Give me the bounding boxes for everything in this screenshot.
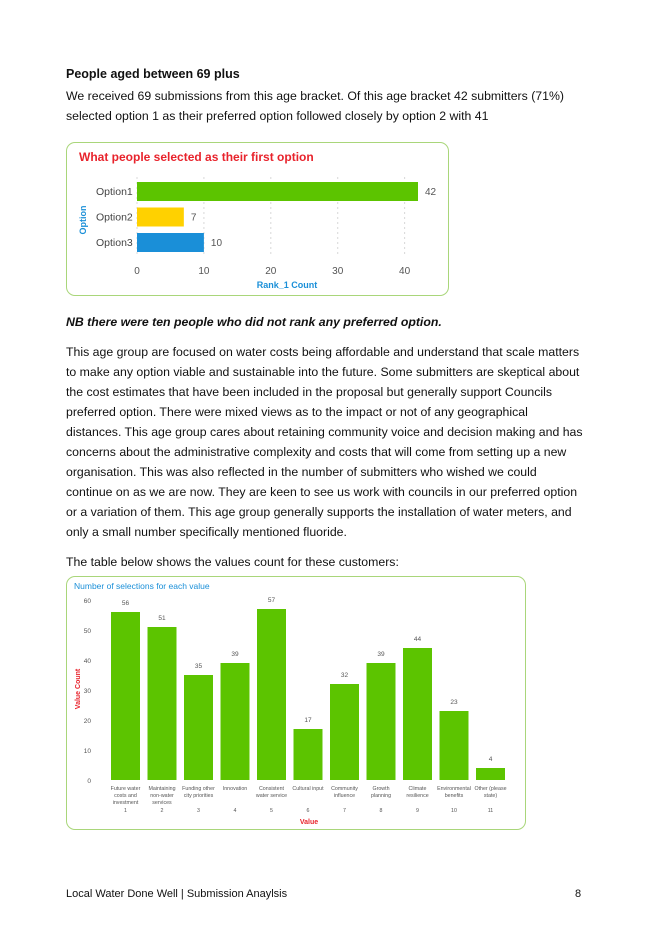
value-bar-9	[403, 648, 432, 780]
x-category-number: 10	[451, 808, 457, 814]
x-category-label: non-water	[150, 793, 174, 799]
x-category-number: 1	[124, 808, 127, 814]
y-axis-title: Option	[78, 205, 88, 235]
nb-note: NB there were ten people who did not rank any preferred option.	[66, 315, 442, 329]
x-category-number: 5	[270, 808, 273, 814]
x-tick-label: 20	[265, 266, 277, 277]
value-bar-2	[148, 627, 177, 780]
x-tick-label: 40	[399, 266, 411, 277]
bar-value-label: 7	[190, 212, 197, 224]
x-category-label: Environmental	[437, 786, 471, 792]
value-bar-10	[440, 711, 469, 780]
value-bar-3	[184, 675, 213, 780]
y-tick-label: 10	[83, 748, 91, 755]
x-category-label: Funding other	[182, 786, 215, 792]
bar-value-label: 10	[210, 238, 223, 249]
x-category-number: 4	[233, 808, 237, 814]
bar-value-label: 23	[450, 699, 458, 706]
first-option-chart-svg	[67, 143, 450, 297]
body-paragraph: This age group are focused on water costs being affordable and understand that scale matters to make any option viable and sustainable into the future. Some submitters are skeptical about the cost estimates that have been included in the proposal but generally support Councils preferred option. There were mixed views as to the impact or not of any geographical distances. This age group cares about retaining community voice and decision making and has concerns about the administrative complexity and costs that will come from setting up a new organisation. This was also reflected in the number of submitters who wished we could continue on as we are now. They are keen to see us work with councils in our preferred option or a variation of them. This age group generally supports the installation of water meters, and only a small number specifically mentioned fluoride.	[66, 345, 583, 539]
x-category-label: Climate	[408, 786, 427, 792]
first-option-chart	[66, 142, 449, 296]
bar-value-label: 32	[340, 672, 349, 679]
x-category-label: Cultural input	[292, 786, 324, 792]
x-category-number: 11	[487, 808, 494, 814]
y-tick-label: 40	[83, 658, 91, 665]
bar-value-label: 42	[425, 187, 437, 198]
x-category-label: city priorities	[183, 793, 214, 799]
bar-option3	[137, 233, 204, 252]
y-tick-label: 0	[87, 778, 91, 785]
footer-title: Local Water Done Well | Submission Anaylsis	[66, 888, 288, 900]
y-tick-label: 50	[83, 628, 91, 635]
bar-value-label: 56	[121, 600, 130, 607]
x-category-label: Innovation	[222, 786, 248, 792]
bar-option2	[137, 208, 184, 227]
x-category-label: state)	[483, 793, 498, 799]
value-bar-1	[111, 612, 140, 780]
page-number: 8	[575, 888, 582, 900]
y-category-label: Option3	[96, 237, 133, 249]
y-category-label: Option1	[96, 186, 133, 198]
bar-value-label: 51	[158, 615, 166, 622]
y-tick-label: 30	[83, 688, 91, 695]
bar-value-label: 39	[377, 651, 385, 658]
x-category-number: 6	[306, 808, 310, 814]
value-bar-11	[476, 768, 505, 780]
value-bar-5	[257, 609, 286, 780]
section-heading: People aged between 69 plus	[66, 67, 240, 81]
y-axis-title: Value Count	[75, 668, 82, 710]
x-tick-label: 10	[198, 266, 210, 277]
value-bar-6	[294, 729, 323, 780]
x-category-label: costs and	[114, 793, 137, 799]
value-selections-chart-svg	[67, 577, 527, 831]
value-selections-chart	[66, 576, 526, 830]
x-category-number: 8	[379, 808, 383, 814]
chart-title: Number of selections for each value	[74, 581, 210, 591]
bar-value-label: 17	[304, 717, 312, 724]
bar-value-label: 35	[194, 663, 203, 670]
x-category-label: influence	[333, 793, 356, 799]
x-category-label: benefits	[444, 793, 464, 799]
bar-value-label: 39	[231, 651, 239, 658]
x-category-label: Other (please	[474, 786, 507, 792]
y-tick-label: 60	[83, 598, 91, 605]
x-category-label: Growth	[372, 786, 390, 792]
chart-title: What people selected as their first option	[79, 150, 314, 164]
x-tick-label: 30	[332, 266, 344, 277]
x-axis-title: Rank_1 Count	[256, 280, 318, 290]
x-category-number: 3	[197, 808, 200, 814]
x-category-label: resilience	[406, 793, 429, 799]
x-category-number: 7	[343, 808, 346, 814]
x-category-label: planning	[370, 793, 392, 799]
x-category-label: Consistent	[258, 786, 285, 792]
x-category-label: water service	[255, 793, 288, 799]
x-category-label: Community	[331, 786, 358, 792]
value-bar-4	[221, 663, 250, 780]
x-category-label: Maintaining	[148, 786, 176, 792]
bar-value-label: 4	[488, 756, 493, 763]
value-bar-7	[330, 684, 359, 780]
x-category-number: 9	[416, 808, 419, 814]
y-category-label: Option2	[96, 211, 133, 224]
x-axis-title: Value	[299, 819, 319, 826]
bar-value-label: 57	[267, 597, 276, 604]
value-bar-8	[367, 663, 396, 780]
x-category-number: 2	[160, 808, 164, 814]
table-intro-paragraph: The table below shows the values count for these customers:	[66, 555, 399, 569]
y-tick-label: 20	[83, 718, 91, 725]
x-tick-label: 0	[134, 266, 140, 277]
x-category-label: investment	[112, 800, 139, 806]
bar-value-label: 44	[413, 636, 422, 643]
x-category-label: services	[152, 800, 172, 806]
intro-paragraph: We received 69 submissions from this age bracket. Of this age bracket 42 submitters (71%) selected option 1 as their preferred option followed closely by option 2 with 41	[66, 89, 565, 123]
x-category-label: Future water	[110, 786, 141, 792]
bar-option1	[137, 182, 418, 201]
